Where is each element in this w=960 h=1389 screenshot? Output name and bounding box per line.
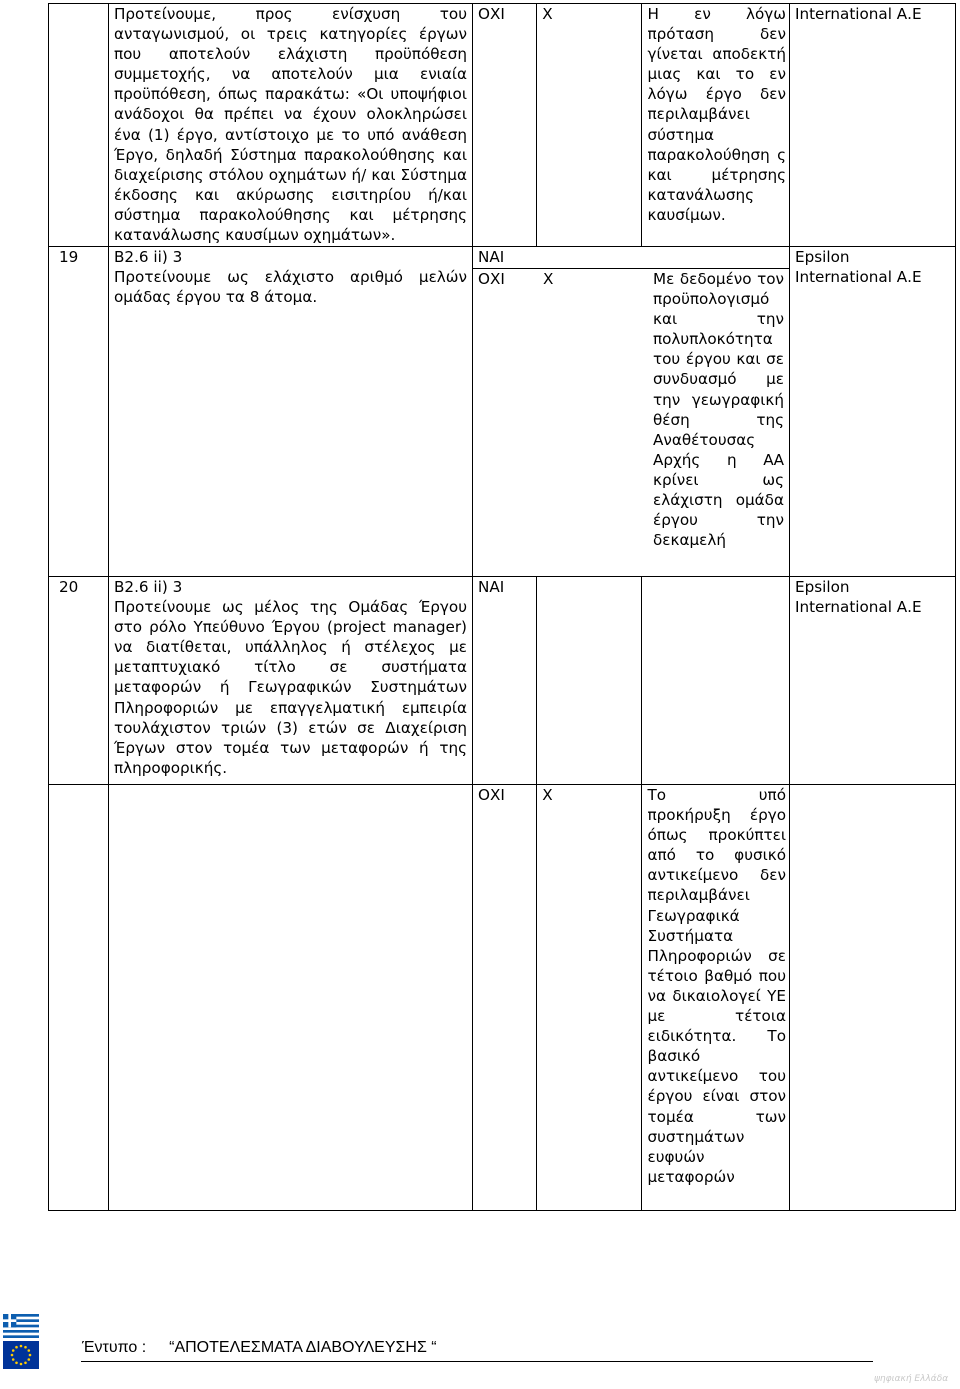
company-cell: Epsilon International Α.Ε: [790, 247, 956, 577]
table-row: [49, 4, 956, 247]
evaluation-bottom: [473, 269, 789, 550]
mark-cell: [537, 577, 641, 785]
company-cell: International Α.Ε: [790, 4, 956, 247]
justification-text: Με δεδομένο τον προϋπολογισμό και την πολυπλοκότητα του έργου και σε συνδυασμό με την γεωγραφική θέση της Αναθέτουσας Αρχής η ΑΑ κρίνει ως ελάχιστη ομάδα έργου την δεκαμελή: [653, 270, 784, 550]
row-number: 20: [49, 577, 109, 785]
company-cell: Epsilon International Α.Ε: [790, 577, 956, 785]
company-cell: [790, 785, 956, 1211]
greece-flag-icon: [3, 1314, 39, 1338]
proposal-text: Προτείνουμε, προς ενίσχυση του ανταγωνισμού, οι τρεις κατηγορίες έργων που αποτελούν ελάχιστη προϋπόθεση συμμετοχής, να αποτελούν μια ενιαία προϋπόθεση, όπως παρακάτω: «Οι υποψήφιοι ανάδοχοι θα πρέπει να έχουν ολοκληρώσει ένα (1) έργο, αντίστοιχο με το υπό ανάθεση Έργο, δηλαδή Σύστημα παρακολούθησης και διαχείρισης στόλου οχημάτων ή/ και Σύστημα έκδοσης και ακύρωσης εισιτηρίου ή/και σύστημα παρακολούθησης και μέτρησης κατανάλωσης καυσίμων οχημάτων».: [114, 5, 467, 245]
proposal-cell: [109, 4, 473, 247]
acceptance-cell: ΝΑΙ: [473, 577, 537, 785]
table-row: [49, 785, 956, 1211]
footer-form-label: [82, 1339, 437, 1357]
proposal-text: Προτείνουμε ως ελάχιστο αριθμό μελών ομάδας έργου τα 8 άτομα.: [114, 268, 467, 307]
row-number: [49, 785, 109, 1211]
digital-greece-logo: [872, 1363, 956, 1387]
proposal-reference: Β2.6 ii) 3: [114, 578, 183, 596]
eu-flag-icon: [3, 1341, 39, 1369]
acceptance-cell: ΟΧΙ: [473, 785, 537, 1211]
proposal-cell: [109, 577, 473, 785]
justification-cell: Το υπό προκήρυξη έργο όπως προκύπτει από το φυσικό αντικείμενο δεν περιλαμβάνει Γεωγραφικά Συστήματα Πληροφοριών σε τέτοιο βαθμό που να δικαιολογεί ΥΕ με τέτοια ειδικότητα. Το βασικό αντικείμενο του έργου είναι στον τομέα των συστημάτων ευφυών μεταφορών: [641, 785, 789, 1211]
consultation-results-table: [48, 3, 956, 1211]
justification-cell: Η εν λόγω πρόταση δεν γίνεται αποδεκτή μιας και το εν λόγω έργο δεν περιλαμβάνει σύστημα παρακολούθηση ς και μέτρησης κατανάλωσης καυσίμων.: [641, 4, 789, 247]
proposal-reference: Β2.6 ii) 3: [114, 248, 183, 266]
row-number: 19: [49, 247, 109, 577]
logo-text: ψηφιακή Ελλάδα: [874, 1374, 949, 1384]
mark-value: Χ: [543, 270, 554, 288]
evaluation-top: [473, 247, 789, 269]
row-number: [49, 4, 109, 247]
proposal-text: Προτείνουμε ως μέλος της Ομάδας Έργου στο ρόλο Υπεύθυνο Έργου (project manager) να διατίθεται, υπάλληλος ή στέλεχος με μεταπτυχιακό τίτλο σε συστήματα μεταφορών ή Γεωγραφικών Συστημάτων Πληροφοριών με επαγγελματική εμπειρία τουλάχιστον τριών (3) ετών σε Διαχείριση Έργων στον τομέα των μεταφορών ή της πληροφορικής.: [114, 598, 467, 777]
footer-divider: [81, 1361, 873, 1362]
proposal-cell: [109, 247, 473, 577]
acceptance-value: ΝΑΙ: [478, 248, 505, 266]
evaluation-cell: [473, 247, 790, 577]
proposal-cell: [109, 785, 473, 1211]
form-title: “ΑΠΟΤΕΛΕΣΜΑΤΑ ΔΙΑΒΟΥΛΕΥΣΗΣ “: [169, 1339, 437, 1356]
page-footer: [0, 1306, 960, 1389]
table-row: [49, 577, 956, 785]
table-row: [49, 247, 956, 577]
justification-cell: [641, 577, 789, 785]
acceptance-cell: ΟΧΙ: [473, 4, 537, 247]
acceptance-value: ΟΧΙ: [478, 270, 505, 288]
form-label: Έντυπο :: [82, 1339, 147, 1356]
mark-cell: Χ: [537, 785, 641, 1211]
mark-cell: Χ: [537, 4, 641, 247]
